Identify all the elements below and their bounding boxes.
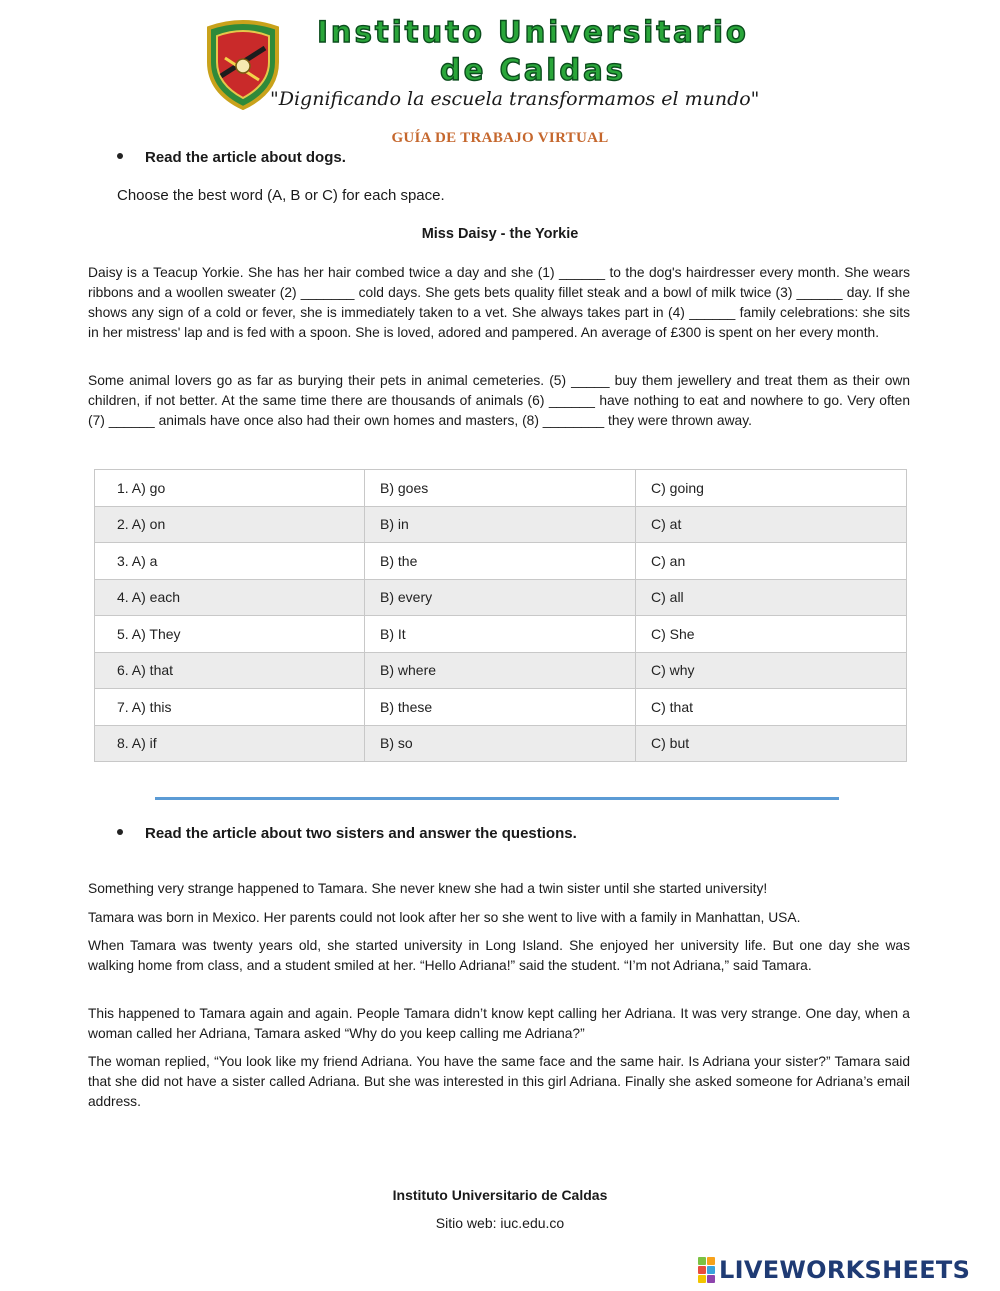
article-paragraph-1: Daisy is a Teacup Yorkie. She has her hair combed twice a day and she (1) ______ to the dog's hairdresser every month. She wears ribbons and a woollen sweater (2) _______ cold days. She gets bets quality fillet steak and a bowl of milk twice (3) ______ day. If she shows any sign of a cold or fever, she is immediately taken to a vet. She always takes part in (4) ______ family celebrations: she sits in her mistress' lap and is fed with a spoon. She is loved, adored and pampered. An average of £300 is spent on her every month.	[88, 265, 910, 340]
option-b-cell: B) every	[365, 579, 636, 616]
option-c-cell: C) going	[636, 470, 907, 507]
section1-bullet-text: Read the article about dogs.	[145, 149, 346, 166]
option-b-cell: B) It	[365, 616, 636, 653]
bullet-icon	[117, 153, 123, 159]
table-row	[95, 470, 907, 507]
option-c-cell: C) all	[636, 579, 907, 616]
story-paragraph-1: Something very strange happened to Tamara. She never knew she had a twin sister until she started university!	[88, 881, 768, 896]
table-row	[95, 652, 907, 689]
option-a-cell: 3. A) a	[95, 543, 365, 580]
section2-bullet	[117, 825, 577, 842]
story-paragraph-2: Tamara was born in Mexico. Her parents could not look after her so she went to live with a family in Manhattan, USA.	[88, 910, 801, 925]
table-row	[95, 543, 907, 580]
institute-title-line2: de Caldas	[440, 53, 626, 87]
story-paragraph-5: The woman replied, “You look like my friend Adriana. You have the same face and the same hair. Is Adriana your sister?” Tamara said that she did not have a sister called Adriana. But she was interested in this girl Adriana. Finally she asked someone for Adriana’s email address.	[88, 1054, 910, 1109]
liveworksheets-logo[interactable]	[698, 1257, 970, 1283]
article-title: Miss Daisy - the Yorkie	[421, 226, 579, 242]
option-a-cell: 6. A) that	[95, 652, 365, 689]
section1-bullet	[117, 149, 346, 166]
option-a-cell: 1. A) go	[95, 470, 365, 507]
table-row	[95, 689, 907, 726]
option-b-cell: B) so	[365, 725, 636, 762]
section2-bullet-text: Read the article about two sisters and answer the questions.	[145, 825, 577, 842]
option-c-cell: C) at	[636, 506, 907, 543]
guide-title: GUÍA DE TRABAJO VIRTUAL	[391, 130, 609, 146]
option-b-cell: B) these	[365, 689, 636, 726]
option-a-cell: 7. A) this	[95, 689, 365, 726]
story-paragraph-4: This happened to Tamara again and again. People Tamara didn’t know kept calling her Adriana. It was very strange. One day, when a woman called her Adriana, Tamara asked “Why do you keep calling me Adriana?”	[88, 1006, 910, 1041]
table-row	[95, 579, 907, 616]
option-c-cell: C) that	[636, 689, 907, 726]
option-c-cell: C) She	[636, 616, 907, 653]
footer-website: Sitio web: iuc.edu.co	[435, 1215, 565, 1231]
liveworksheets-blocks-icon	[698, 1257, 715, 1283]
option-c-cell: C) why	[636, 652, 907, 689]
option-a-cell: 5. A) They	[95, 616, 365, 653]
option-b-cell: B) where	[365, 652, 636, 689]
section-divider	[155, 797, 839, 800]
option-a-cell: 4. A) each	[95, 579, 365, 616]
option-c-cell: C) but	[636, 725, 907, 762]
table-row	[95, 506, 907, 543]
option-a-cell: 2. A) on	[95, 506, 365, 543]
bullet-icon	[117, 829, 123, 835]
section1-instruction: Choose the best word (A, B or C) for each space.	[117, 187, 445, 204]
option-b-cell: B) in	[365, 506, 636, 543]
article-paragraph-2: Some animal lovers go as far as burying their pets in animal cemeteries. (5) _____ buy them jewellery and treat them as their own children, if not better. At the same time there are thousands of animals (6) ______ have nothing to eat and nowhere to go. Very often (7) ______ animals have once also had their own homes and masters, (8) ________ they were thrown away.	[88, 373, 910, 428]
answer-options-table	[94, 469, 907, 762]
table-row	[95, 725, 907, 762]
liveworksheets-text: LIVEWORKSHEETS	[719, 1256, 971, 1284]
institute-title	[298, 14, 768, 88]
table-row	[95, 616, 907, 653]
institute-title-line1: Instituto Universitario	[317, 15, 749, 49]
institute-motto: "Dignificando la escuela transformamos el mundo"	[270, 88, 760, 110]
story-paragraph-3: When Tamara was twenty years old, she started university in Long Island. She enjoyed her university life. But one day she was walking home from class, and a student smiled at her. “Hello Adriana!” said the student. “I’m not Adriana,” said Tamara.	[88, 938, 910, 973]
option-b-cell: B) goes	[365, 470, 636, 507]
option-b-cell: B) the	[365, 543, 636, 580]
footer-institute-name: Instituto Universitario de Caldas	[392, 1187, 608, 1203]
option-c-cell: C) an	[636, 543, 907, 580]
option-a-cell: 8. A) if	[95, 725, 365, 762]
